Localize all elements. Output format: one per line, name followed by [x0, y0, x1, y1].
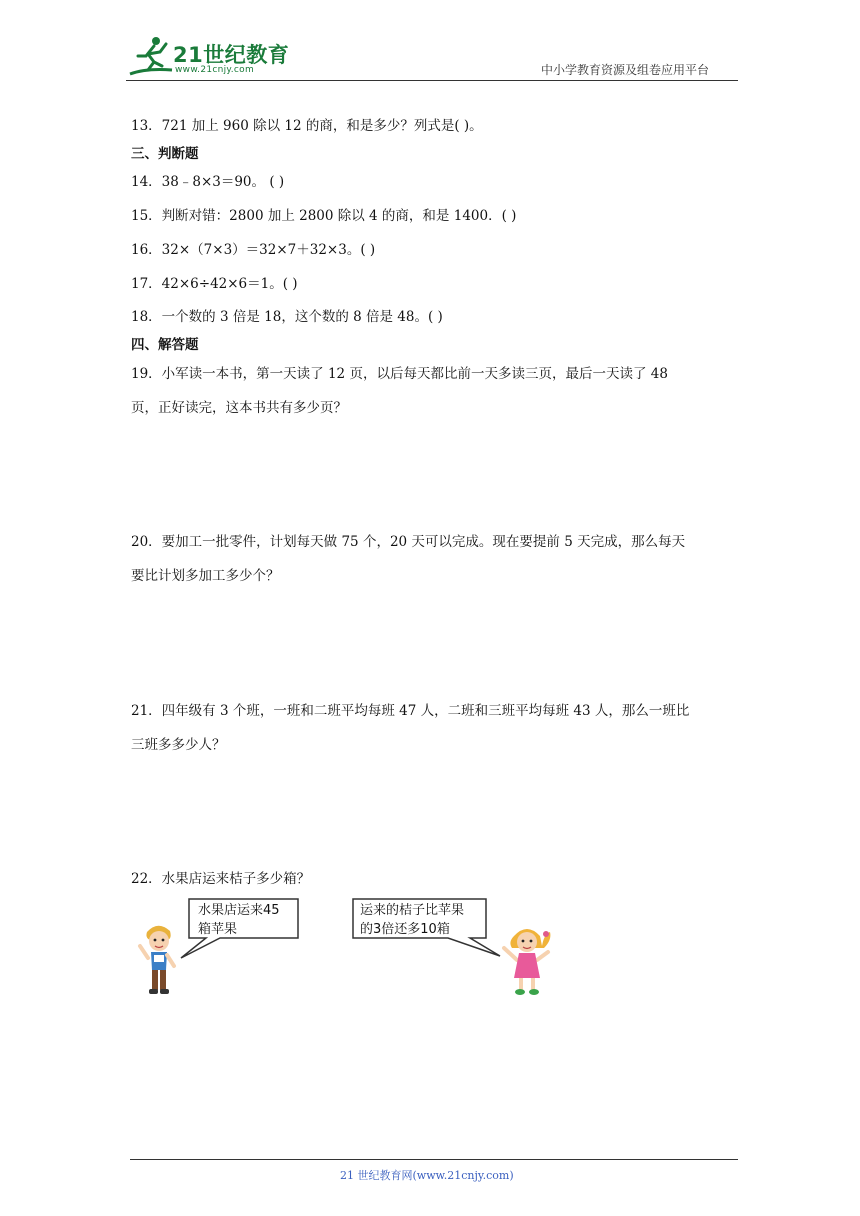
boy-icon: [136, 922, 182, 996]
question-14: 14．38﹣8×3＝90。 ( ): [131, 174, 285, 190]
girl-icon: [500, 922, 554, 998]
girl-bubble-line1: 运来的桔子比苹果: [360, 903, 465, 918]
question-21-line2: 三班多多少人？: [131, 737, 226, 753]
header-divider: [126, 80, 738, 81]
question-15: 15．判断对错：2800 加上 2800 除以 4 的商，和是 1400．( ): [131, 208, 517, 224]
section-heading-judgment: 三、判断题: [131, 146, 199, 162]
question-20-line1: 20．要加工一批零件，计划每天做 75 个，20 天可以完成。现在要提前 5 天完成，那么每天: [131, 534, 686, 550]
girl-illustration: [500, 922, 554, 998]
boy-speech-bubble: [180, 898, 300, 960]
platform-title: 中小学教育资源及组卷应用平台: [541, 63, 710, 77]
logo-url-text: www.21cnjy.com: [175, 65, 255, 75]
question-17: 17．42×6÷42×6＝1。( ): [131, 276, 298, 292]
section-heading-solve: 四、解答题: [131, 337, 199, 353]
question-21-line1: 21．四年级有 3 个班，一班和二班平均每班 47 人，二班和三班平均每班 43 人，那么一班比: [131, 703, 690, 719]
question-19-line1: 19．小军读一本书，第一天读了 12 页，以后每天都比前一天多读三页，最后一天读了 48: [131, 366, 668, 382]
question-19-line2: 页，正好读完，这本书共有多少页？: [131, 400, 347, 416]
footer-link[interactable]: 21 世纪教育网(www.21cnjy.com): [340, 1169, 514, 1182]
question-18: 18．一个数的 3 倍是 18，这个数的 8 倍是 48。( ): [131, 309, 443, 325]
question-13: 13．721 加上 960 除以 12 的商，和是多少？列式是( )。: [131, 118, 483, 134]
running-man-icon: [126, 34, 176, 78]
question-22: 22．水果店运来桔子多少箱？: [131, 871, 311, 887]
question-16: 16．32×（7×3）＝32×7＋32×3。( ): [131, 242, 376, 258]
girl-speech-bubble: [352, 898, 502, 960]
logo-brand-text: 21世纪教育: [173, 43, 290, 67]
girl-bubble-line2: 的3倍还多10箱: [360, 922, 450, 937]
footer-divider: [130, 1159, 738, 1160]
question-20-line2: 要比计划多加工多少个？: [131, 568, 280, 584]
boy-bubble-line2: 箱苹果: [198, 922, 238, 937]
boy-bubble-line1: 水果店运来45: [198, 903, 280, 918]
boy-illustration: [136, 922, 182, 996]
